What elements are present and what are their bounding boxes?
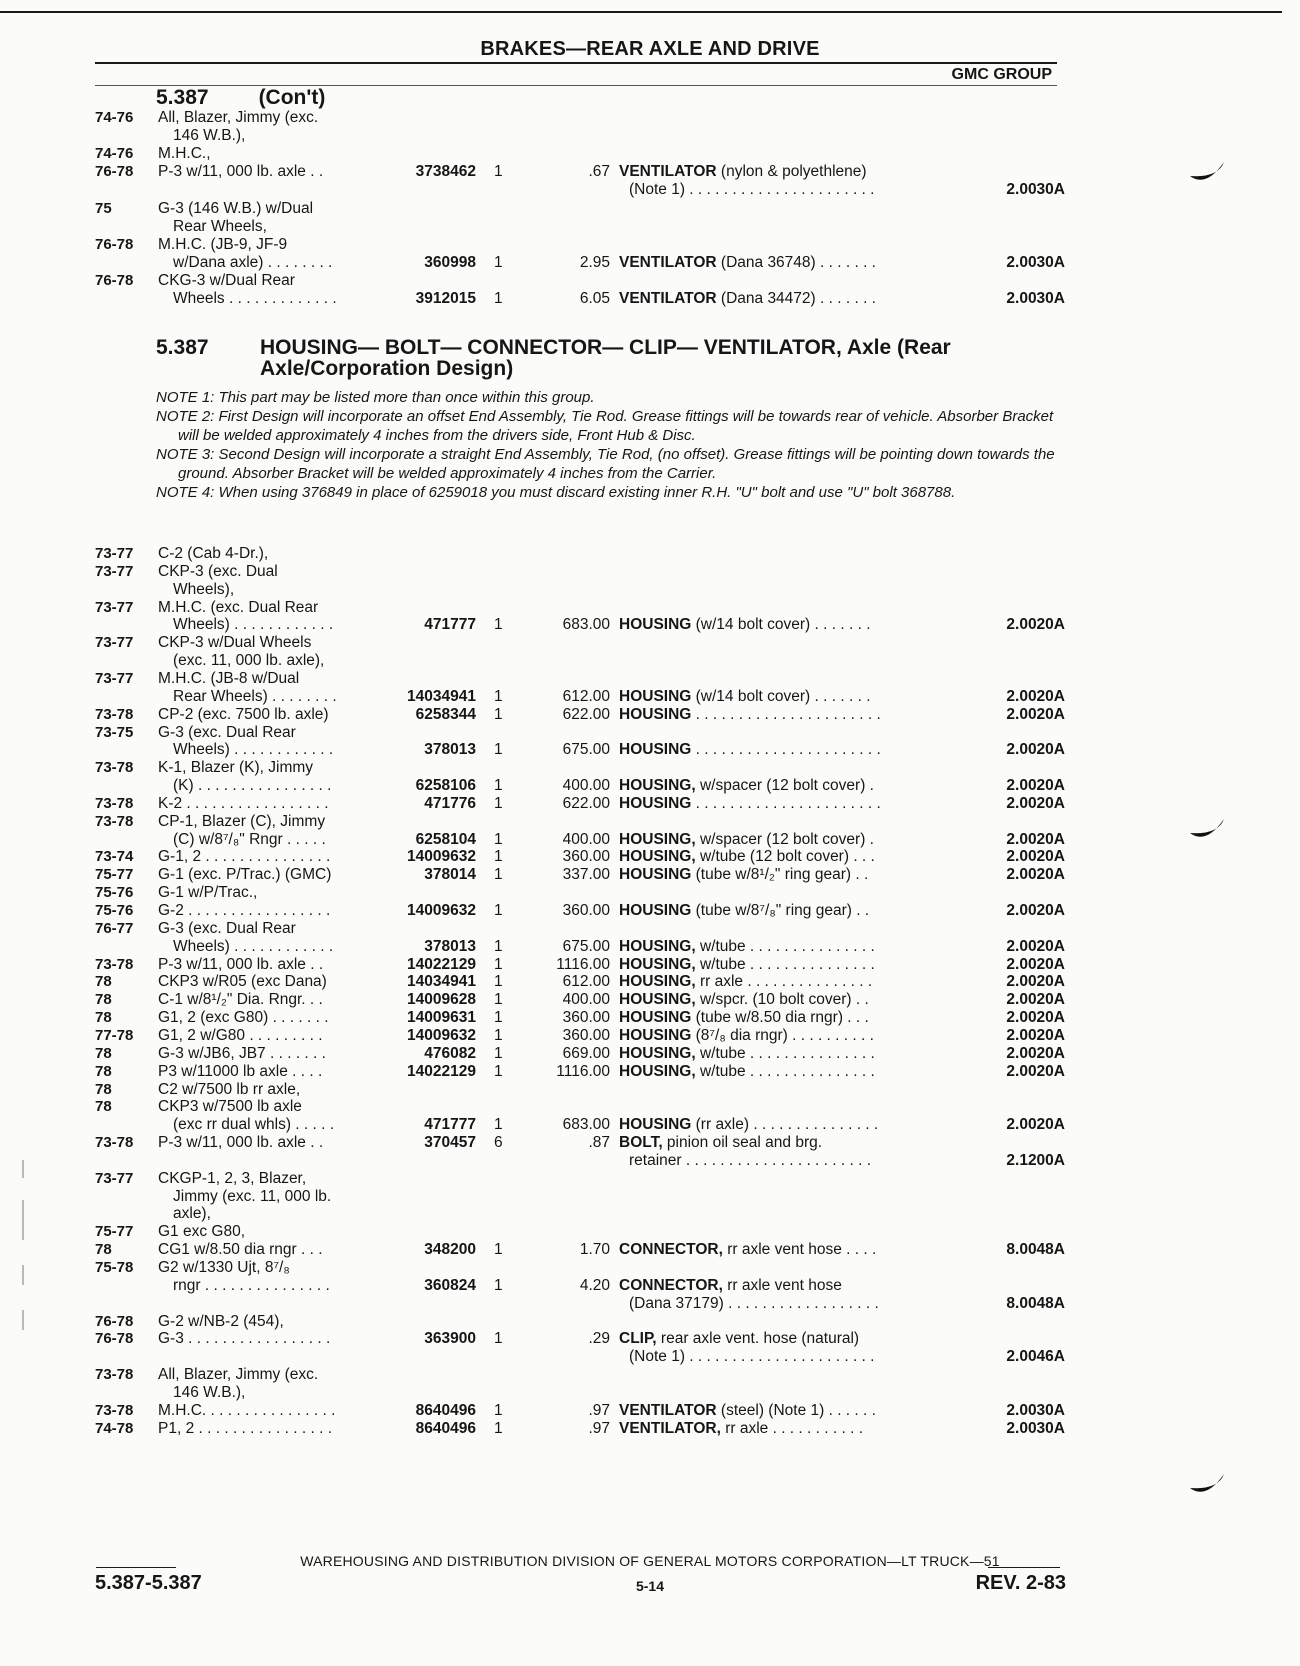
description: HOUSING . . . . . . . . . . . . . . . . . . . . . . xyxy=(619,741,881,759)
price: 675.00 xyxy=(562,937,610,955)
quantity: 1 xyxy=(494,687,503,705)
footer-revision: REV. 2-83 xyxy=(975,1572,1066,1594)
description-keyword: HOUSING, xyxy=(619,991,696,1009)
description: CONNECTOR, rr axle vent hose xyxy=(619,1276,842,1294)
section-title: HOUSING— BOLT— CONNECTOR— CLIP— VENTILATOR, Axle (Rear Axle/Corporation Design) xyxy=(260,336,951,380)
description-keyword: BOLT, xyxy=(619,1134,663,1152)
application: G-1, 2 . . . . . . . . . . . . . . . xyxy=(158,848,331,866)
application: CKP3 w/R05 (exc Dana) xyxy=(158,973,327,991)
application: Rear Wheels) . . . . . . . . xyxy=(173,687,337,705)
group-number: 8.0048A xyxy=(1006,1241,1065,1259)
part-number: 378013 xyxy=(424,937,476,955)
model-years: 73-78 xyxy=(95,1134,134,1152)
description-keyword: HOUSING xyxy=(619,687,692,705)
group-number: 2.0046A xyxy=(1006,1348,1065,1366)
model-years: 78 xyxy=(95,1009,112,1027)
quantity: 1 xyxy=(494,973,503,991)
price: 360.00 xyxy=(562,902,610,919)
description-keyword: VENTILATOR xyxy=(619,253,717,271)
application: M.H.C. (exc. Dual Rear xyxy=(158,598,319,616)
quantity: 1 xyxy=(494,616,503,634)
description-keyword: HOUSING, xyxy=(619,830,696,848)
application: CKP-3 w/Dual Wheels xyxy=(158,634,312,652)
model-years: 75-77 xyxy=(95,1223,134,1241)
application: CKGP-1, 2, 3, Blazer, xyxy=(158,1169,307,1187)
model-years: 78 xyxy=(95,1080,112,1098)
application: (K) . . . . . . . . . . . . . . . . xyxy=(173,777,332,795)
description: HOUSING, w/tube (12 bolt cover) . . . xyxy=(619,848,875,866)
application: C-2 (Cab 4-Dr.), xyxy=(158,545,269,562)
application: w/Dana axle) . . . . . . . . xyxy=(173,253,333,271)
price: 612.00 xyxy=(562,687,610,705)
group-number: 2.0020A xyxy=(1006,1026,1065,1044)
model-years: 73-77 xyxy=(95,669,134,687)
description: HOUSING (tube w/8¹/₂" ring gear) . . xyxy=(619,866,869,884)
part-number: 471777 xyxy=(424,616,476,634)
part-number: 363900 xyxy=(424,1330,476,1348)
part-number: 471776 xyxy=(424,794,476,812)
description: BOLT, pinion oil seal and brg. xyxy=(619,1134,823,1152)
price: 360.00 xyxy=(562,1009,610,1027)
quantity: 1 xyxy=(494,741,503,759)
description: HOUSING, w/spcr. (10 bolt cover) . . xyxy=(619,991,869,1009)
binder-hole-mark xyxy=(1188,158,1228,188)
description: HOUSING, w/spacer (12 bolt cover) . xyxy=(619,830,874,848)
model-years: 73-78 xyxy=(95,794,134,812)
application: C2 w/7500 lb rr axle, xyxy=(158,1080,301,1098)
application: CP-2 (exc. 7500 lb. axle) xyxy=(158,705,329,723)
quantity: 1 xyxy=(494,1009,503,1027)
quantity: 1 xyxy=(494,794,503,812)
description: (Dana 37179) . . . . . . . . . . . . . . . . . . xyxy=(629,1294,879,1312)
price: 683.00 xyxy=(562,616,610,634)
application: M.H.C. (JB-9, JF-9 xyxy=(158,235,288,253)
price: 622.00 xyxy=(562,794,610,812)
description-keyword: CONNECTOR, xyxy=(619,1276,723,1294)
part-number: 14009632 xyxy=(407,902,476,919)
group-number: 2.0020A xyxy=(1006,866,1065,884)
application: K-2 . . . . . . . . . . . . . . . . . xyxy=(158,794,329,812)
application: (exc rr dual whls) . . . . . xyxy=(173,1116,335,1134)
part-number: 3738462 xyxy=(415,163,476,181)
application: K-1, Blazer (K), Jimmy xyxy=(158,759,314,777)
group-number: 2.0020A xyxy=(1006,848,1065,866)
model-years: 73-78 xyxy=(95,1401,134,1419)
model-years: 78 xyxy=(95,1062,112,1080)
price: 360.00 xyxy=(562,1026,610,1044)
group-number: 2.0020A xyxy=(1006,705,1065,723)
price: 360.00 xyxy=(562,848,610,866)
application: 146 W.B.), xyxy=(173,127,246,145)
quantity: 1 xyxy=(494,1419,503,1437)
price: 669.00 xyxy=(562,1044,610,1062)
price: 400.00 xyxy=(562,830,610,848)
description: HOUSING, w/tube . . . . . . . . . . . . . . . xyxy=(619,1044,875,1062)
application: G-1 w/P/Trac., xyxy=(158,884,258,902)
group-number: 2.0030A xyxy=(1006,1419,1065,1437)
application: CG1 w/8.50 dia rngr . . . xyxy=(158,1241,323,1259)
footer-section-range: 5.387-5.387 xyxy=(95,1572,202,1594)
application: Rear Wheels, xyxy=(173,217,267,235)
model-years: 74-76 xyxy=(95,109,134,126)
model-years: 76-78 xyxy=(95,163,134,181)
application: P-3 w/11, 000 lb. axle . . xyxy=(158,1134,324,1152)
description: CONNECTOR, rr axle vent hose . . . . xyxy=(619,1241,877,1259)
part-number: 476082 xyxy=(424,1044,476,1062)
model-years: 76-78 xyxy=(95,1312,134,1330)
application: G2 w/1330 Ujt, 8⁷/₈ xyxy=(158,1259,290,1276)
description: (Note 1) . . . . . . . . . . . . . . . . . . . . . . xyxy=(629,1348,875,1366)
description: (Note 1) . . . . . . . . . . . . . . . . . . . . . . xyxy=(629,181,875,199)
quantity: 1 xyxy=(494,1026,503,1044)
part-number: 348200 xyxy=(424,1241,476,1259)
description: CLIP, rear axle vent. hose (natural) xyxy=(619,1330,860,1348)
application: CP-1, Blazer (C), Jimmy xyxy=(158,812,326,830)
part-number: 14022129 xyxy=(407,1062,476,1080)
description-keyword: HOUSING xyxy=(619,1116,692,1134)
application: 146 W.B.), xyxy=(173,1383,246,1401)
part-number: 378013 xyxy=(424,741,476,759)
group-number: 2.0030A xyxy=(1006,1401,1065,1419)
application: M.H.C. . . . . . . . . . . . . . . . xyxy=(158,1401,336,1419)
price: 612.00 xyxy=(562,973,610,991)
price: 6.05 xyxy=(579,290,610,307)
application: Wheels), xyxy=(173,580,235,598)
description-keyword: HOUSING xyxy=(619,741,692,759)
application: P-3 w/11, 000 lb. axle . . xyxy=(158,955,324,973)
group-number: 2.0020A xyxy=(1006,1044,1065,1062)
part-number: 14034941 xyxy=(407,687,476,705)
model-years: 78 xyxy=(95,991,112,1009)
application: rngr . . . . . . . . . . . . . . . xyxy=(173,1276,330,1294)
description-keyword: HOUSING, xyxy=(619,1044,696,1062)
application: G-1 (exc. P/Trac.) (GMC) xyxy=(158,866,332,884)
part-number: 6258104 xyxy=(415,830,476,848)
model-years: 76-78 xyxy=(95,235,134,253)
description-keyword: HOUSING, xyxy=(619,973,696,991)
quantity: 1 xyxy=(494,1276,503,1294)
header-rule xyxy=(95,62,1057,64)
section-number: 5.387 xyxy=(156,336,209,359)
part-number: 6258344 xyxy=(415,705,476,723)
part-number: 14022129 xyxy=(407,955,476,973)
group-number: 2.0020A xyxy=(1006,1062,1065,1080)
quantity: 1 xyxy=(494,991,503,1009)
price: .87 xyxy=(588,1134,610,1152)
application: M.H.C. (JB-8 w/Dual xyxy=(158,669,300,687)
group-number: 2.0020A xyxy=(1006,955,1065,973)
description: HOUSING, rr axle . . . . . . . . . . . . . . . xyxy=(619,973,873,991)
description-keyword: HOUSING, xyxy=(619,848,696,866)
group-number: 8.0048A xyxy=(1006,1294,1065,1312)
quantity: 1 xyxy=(494,902,503,919)
description-keyword: HOUSING, xyxy=(619,1062,696,1080)
note-3: NOTE 3: Second Design will incorporate a straight End Assembly, Tie Rod, (no offset). Grease fittings will be pointing down towards the ground. Absorber Bracket will be welded approximately 4 inches from the Carrier. xyxy=(156,446,1055,482)
description: HOUSING, w/spacer (12 bolt cover) . xyxy=(619,777,874,795)
price: 400.00 xyxy=(562,777,610,795)
application: (exc. 11, 000 lb. axle), xyxy=(173,652,325,670)
description-keyword: HOUSING, xyxy=(619,937,696,955)
description-keyword: HOUSING xyxy=(619,1009,692,1027)
part-number: 3912015 xyxy=(415,290,476,307)
model-years: 73-78 xyxy=(95,759,134,777)
group-number: 2.0030A xyxy=(1006,181,1065,199)
model-years: 76-77 xyxy=(95,919,134,937)
note-4: NOTE 4: When using 376849 in place of 6259018 you must discard existing inner R.H. "U" bolt and use "U" bolt 368788. xyxy=(156,484,956,501)
quantity: 1 xyxy=(494,1116,503,1134)
description-keyword: VENTILATOR, xyxy=(619,1419,721,1437)
application: Wheels) . . . . . . . . . . . . xyxy=(173,616,334,634)
part-number: 14009631 xyxy=(407,1009,476,1027)
application: G-3 . . . . . . . . . . . . . . . . . xyxy=(158,1330,331,1348)
description: HOUSING, w/tube . . . . . . . . . . . . . . . xyxy=(619,937,875,955)
price: 1116.00 xyxy=(556,955,610,973)
description-keyword: VENTILATOR xyxy=(619,290,717,307)
application: Wheels) . . . . . . . . . . . . xyxy=(173,937,334,955)
group-number: 2.0020A xyxy=(1006,741,1065,759)
price: .97 xyxy=(588,1419,610,1437)
binder-hole-mark xyxy=(1188,815,1228,845)
group-number: 2.0030A xyxy=(1006,290,1065,307)
model-years: 73-77 xyxy=(95,598,134,616)
model-years: 76-78 xyxy=(95,1330,134,1348)
application: C-1 w/8¹/₂" Dia. Rngr. . . xyxy=(158,991,323,1009)
description: HOUSING (tube w/8.50 dia rngr) . . . xyxy=(619,1009,869,1027)
part-number: 14009632 xyxy=(407,848,476,866)
footer-page-number: 5-14 xyxy=(635,1578,665,1594)
quantity: 1 xyxy=(494,290,503,307)
price: 1116.00 xyxy=(556,1062,610,1080)
group-number: 2.0020A xyxy=(1006,794,1065,812)
description: HOUSING, w/tube . . . . . . . . . . . . . . . xyxy=(619,955,875,973)
part-number: 471777 xyxy=(424,1116,476,1134)
price: 2.95 xyxy=(579,253,610,271)
quantity: 1 xyxy=(494,937,503,955)
quantity: 1 xyxy=(494,253,503,271)
group-number: 2.0020A xyxy=(1006,991,1065,1009)
model-years: 73-78 xyxy=(95,955,134,973)
model-years: 73-78 xyxy=(95,812,134,830)
application: G1 exc G80, xyxy=(158,1223,246,1241)
application: All, Blazer, Jimmy (exc. xyxy=(158,109,319,126)
note-2: NOTE 2: First Design will incorporate an offset End Assembly, Tie Rod. Grease fittings will be towards rear of vehicle. Absorber Bracket will be welded approximately 4 inches from the drivers side, Front Hub & Disc. xyxy=(156,408,1054,444)
notes-block xyxy=(156,388,1056,502)
quantity: 6 xyxy=(494,1134,503,1152)
application: P3 w/11000 lb axle . . . . xyxy=(158,1062,323,1080)
price: 337.00 xyxy=(562,866,610,884)
price: 683.00 xyxy=(562,1116,610,1134)
description-keyword: HOUSING xyxy=(619,616,692,634)
description: VENTILATOR, rr axle . . . . . . . . . . . xyxy=(619,1419,864,1437)
description-keyword: HOUSING xyxy=(619,705,692,723)
application: Wheels) . . . . . . . . . . . . xyxy=(173,741,334,759)
description-keyword: HOUSING, xyxy=(619,777,696,795)
group-number: 2.0020A xyxy=(1006,777,1065,795)
description: HOUSING (rr axle) . . . . . . . . . . . . . . . xyxy=(619,1116,879,1134)
application: Wheels . . . . . . . . . . . . . xyxy=(173,290,337,307)
application: P1, 2 . . . . . . . . . . . . . . . . xyxy=(158,1419,332,1437)
price: 675.00 xyxy=(562,741,610,759)
quantity: 1 xyxy=(494,163,503,181)
binder-hole-mark xyxy=(1188,1470,1228,1500)
model-years: 77-78 xyxy=(95,1026,134,1044)
quantity: 1 xyxy=(494,705,503,723)
model-years: 73-75 xyxy=(95,723,134,741)
application: G1, 2 (exc G80) . . . . . . . xyxy=(158,1009,329,1027)
price: 1.70 xyxy=(579,1241,610,1259)
description: VENTILATOR (nylon & polyethlene) xyxy=(619,163,867,181)
part-number: 360824 xyxy=(424,1276,476,1294)
application: All, Blazer, Jimmy (exc. xyxy=(158,1366,319,1384)
section-number: 5.387 xyxy=(156,86,209,109)
quantity: 1 xyxy=(494,955,503,973)
description-keyword: VENTILATOR xyxy=(619,1401,717,1419)
description-keyword: HOUSING xyxy=(619,794,692,812)
description-keyword: HOUSING xyxy=(619,902,692,919)
model-years: 73-74 xyxy=(95,848,134,866)
part-number: 360998 xyxy=(424,253,476,271)
price: .29 xyxy=(588,1330,610,1348)
group-number: 2.0020A xyxy=(1006,973,1065,991)
model-years: 78 xyxy=(95,973,112,991)
section-continued-heading xyxy=(156,86,325,110)
group-number: 2.0030A xyxy=(1006,253,1065,271)
quantity: 1 xyxy=(494,777,503,795)
part-number: 8640496 xyxy=(415,1401,476,1419)
model-years: 75-77 xyxy=(95,866,134,884)
quantity: 1 xyxy=(494,1241,503,1259)
application: G-3 w/JB6, JB7 . . . . . . . xyxy=(158,1044,326,1062)
application: P-3 w/11, 000 lb. axle . . xyxy=(158,163,324,181)
price: 622.00 xyxy=(562,705,610,723)
description: retainer . . . . . . . . . . . . . . . . . . . . . . xyxy=(629,1151,872,1169)
quantity: 1 xyxy=(494,866,503,884)
description: HOUSING (w/14 bolt cover) . . . . . . . xyxy=(619,616,871,634)
application: CKP3 w/7500 lb axle xyxy=(158,1098,302,1116)
part-number: 8640496 xyxy=(415,1419,476,1437)
application: G-3 (exc. Dual Rear xyxy=(158,919,296,937)
description-keyword: VENTILATOR xyxy=(619,163,717,181)
description: VENTILATOR (Dana 34472) . . . . . . . xyxy=(619,290,876,307)
group-number: 2.0020A xyxy=(1006,937,1065,955)
price: .97 xyxy=(588,1401,610,1419)
quantity: 1 xyxy=(494,1044,503,1062)
model-years: 78 xyxy=(95,1044,112,1062)
description-keyword: HOUSING xyxy=(619,1026,692,1044)
application: G-2 . . . . . . . . . . . . . . . . . xyxy=(158,902,331,919)
part-number: 14034941 xyxy=(407,973,476,991)
description: HOUSING, w/tube . . . . . . . . . . . . . . . xyxy=(619,1062,875,1080)
footer-division: WAREHOUSING AND DISTRIBUTION DIVISION OF GENERAL MOTORS CORPORATION—LT TRUCK—51 xyxy=(300,1553,1000,1569)
model-years: 74-78 xyxy=(95,1419,134,1437)
description-keyword: CLIP, xyxy=(619,1330,657,1348)
application: CKP-3 (exc. Dual xyxy=(158,562,278,580)
model-years: 75-78 xyxy=(95,1259,134,1276)
application: (C) w/8⁷/₈" Rngr . . . . . xyxy=(173,830,326,848)
application: G-3 (exc. Dual Rear xyxy=(158,723,296,741)
description: VENTILATOR (Dana 36748) . . . . . . . xyxy=(619,253,876,271)
group-number: 2.0020A xyxy=(1006,687,1065,705)
group-number: 2.0020A xyxy=(1006,1009,1065,1027)
description: VENTILATOR (steel) (Note 1) . . . . . . xyxy=(619,1401,876,1419)
price: .67 xyxy=(588,163,610,181)
group-number: 2.0020A xyxy=(1006,1116,1065,1134)
model-years: 73-77 xyxy=(95,1169,134,1187)
model-years: 73-77 xyxy=(95,545,134,562)
quantity: 1 xyxy=(494,1062,503,1080)
page-top-rule xyxy=(0,11,1282,13)
group-number: 2.0020A xyxy=(1006,830,1065,848)
application: G1, 2 w/G80 . . . . . . . . . xyxy=(158,1026,323,1044)
description: HOUSING (8⁷/₈ dia rngr) . . . . . . . . . . xyxy=(619,1026,874,1044)
model-years: 73-78 xyxy=(95,1366,134,1384)
description: HOUSING . . . . . . . . . . . . . . . . . . . . . . xyxy=(619,794,881,812)
model-years: 75 xyxy=(95,199,112,217)
page-title: BRAKES—REAR AXLE AND DRIVE xyxy=(480,38,820,60)
application: CKG-3 w/Dual Rear xyxy=(158,271,295,289)
description-keyword: HOUSING xyxy=(619,866,692,884)
price: 400.00 xyxy=(562,991,610,1009)
model-years: 78 xyxy=(95,1098,112,1116)
application: G-2 w/NB-2 (454), xyxy=(158,1312,284,1330)
application: M.H.C., xyxy=(158,145,211,163)
description-keyword: CONNECTOR, xyxy=(619,1241,723,1259)
model-years: 75-76 xyxy=(95,902,134,919)
model-years: 75-76 xyxy=(95,884,134,902)
quantity: 1 xyxy=(494,848,503,866)
model-years: 73-77 xyxy=(95,562,134,580)
group-number: 2.1200A xyxy=(1006,1151,1065,1169)
application: G-3 (146 W.B.) w/Dual xyxy=(158,199,314,217)
description-keyword: HOUSING, xyxy=(619,955,696,973)
group-label: GMC GROUP xyxy=(951,66,1052,83)
description: HOUSING (tube w/8⁷/₈" ring gear) . . xyxy=(619,902,870,919)
quantity: 1 xyxy=(494,1401,503,1419)
model-years: 78 xyxy=(95,1241,112,1259)
margin-mark xyxy=(20,1160,26,1340)
continued-label: (Con't) xyxy=(258,86,326,109)
price: 4.20 xyxy=(579,1276,610,1294)
description: HOUSING . . . . . . . . . . . . . . . . . . . . . . xyxy=(619,705,881,723)
model-years: 73-77 xyxy=(95,634,134,652)
quantity: 1 xyxy=(494,1330,503,1348)
model-years: 73-78 xyxy=(95,705,134,723)
part-number: 14009632 xyxy=(407,1026,476,1044)
application: axle), xyxy=(173,1205,211,1223)
model-years: 74-76 xyxy=(95,145,134,163)
part-number: 14009628 xyxy=(407,991,476,1009)
application: Jimmy (exc. 11, 000 lb. xyxy=(173,1187,332,1205)
part-number: 370457 xyxy=(424,1134,476,1152)
part-number: 6258106 xyxy=(415,777,476,795)
group-number: 2.0020A xyxy=(1006,616,1065,634)
quantity: 1 xyxy=(494,830,503,848)
group-number: 2.0020A xyxy=(1006,902,1065,919)
note-1: NOTE 1: This part may be listed more than once within this group. xyxy=(156,389,595,406)
model-years: 76-78 xyxy=(95,271,134,289)
description: HOUSING (w/14 bolt cover) . . . . . . . xyxy=(619,687,871,705)
part-number: 378014 xyxy=(424,866,476,884)
